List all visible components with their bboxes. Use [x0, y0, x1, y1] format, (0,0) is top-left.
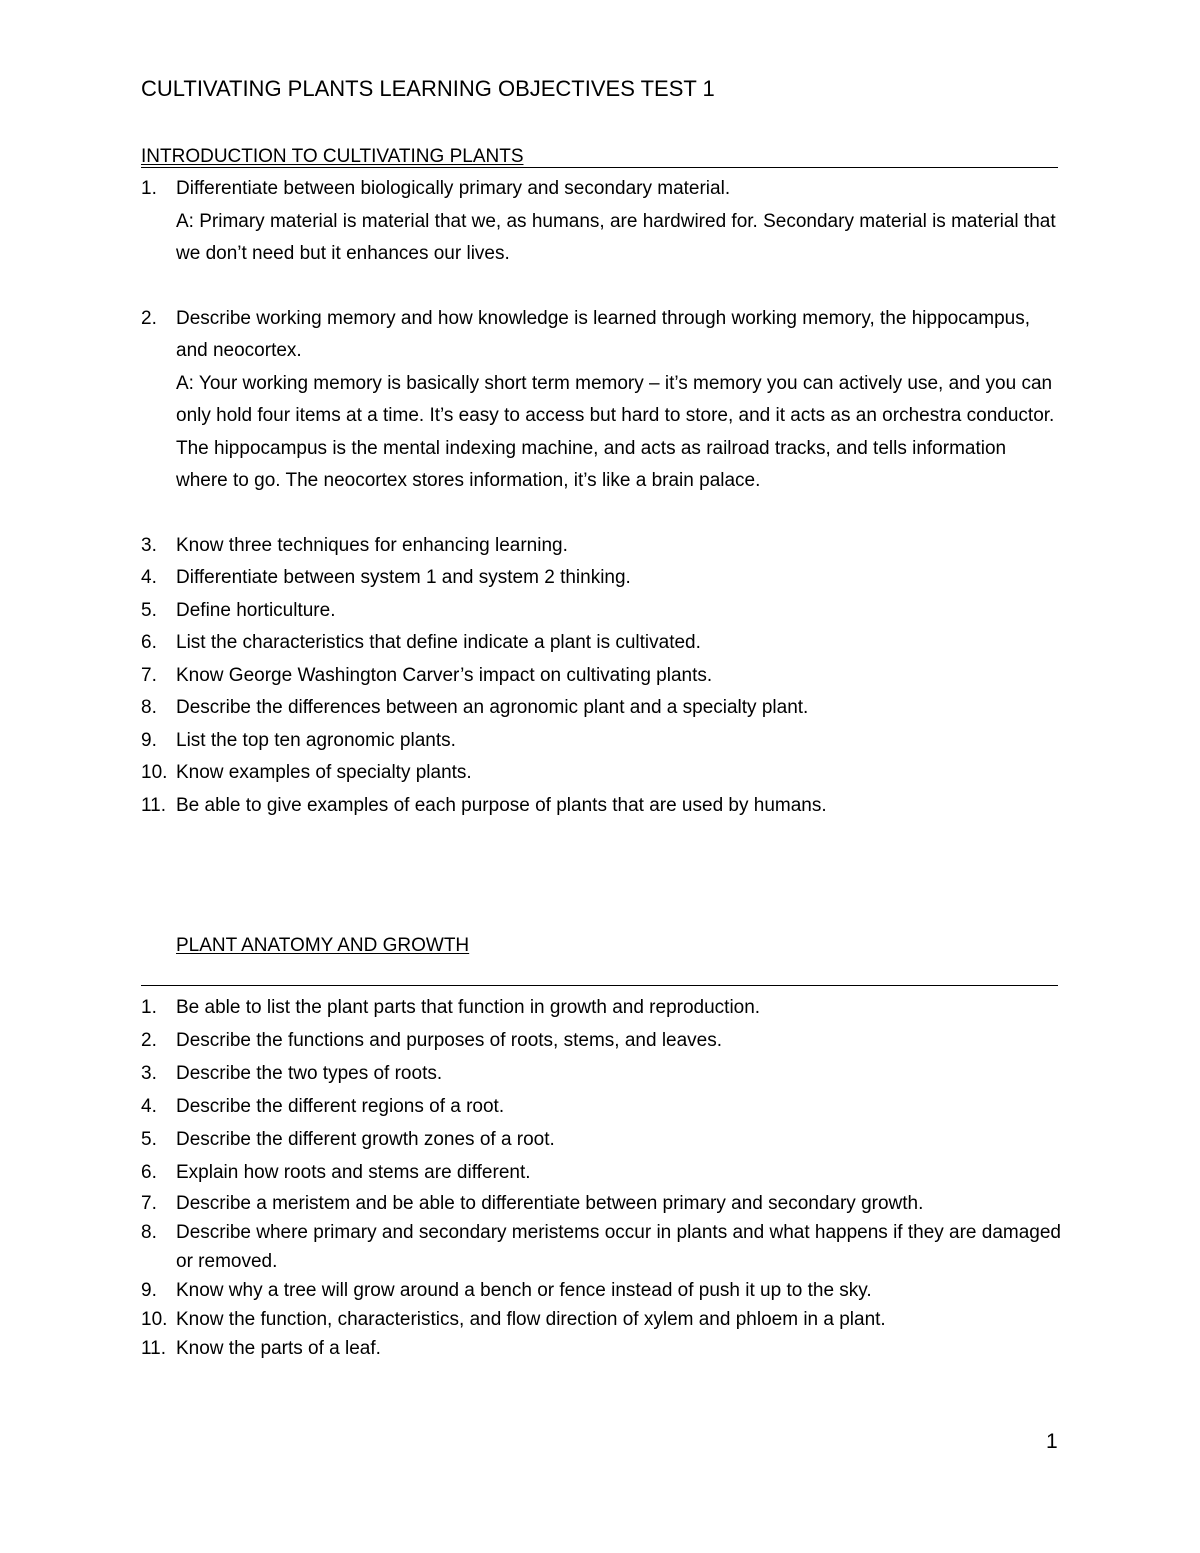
item-number: 1.	[141, 178, 157, 199]
item-number: 4.	[141, 1096, 157, 1117]
item-text: Differentiate between system 1 and system 2 thinking.	[176, 567, 631, 588]
list-item	[141, 725, 1061, 758]
item-text: Be able to give examples of each purpose of plants that are used by humans.	[176, 794, 827, 816]
item-text: Describe the two types of roots.	[176, 1063, 443, 1084]
item-number: 11.	[141, 1338, 167, 1359]
page-number: 1	[1046, 1430, 1058, 1453]
objectives-list-anatomy	[141, 991, 1061, 1363]
list-item	[141, 660, 1061, 693]
item-text: Know the function, characteristics, and flow direction of xylem and phloem in a plant.	[176, 1309, 886, 1330]
item-text: Describe working memory and how knowledge is learned through working memory, the hippocampus, and neocortex.	[176, 307, 1031, 361]
item-number: 9.	[141, 729, 157, 751]
item-answer: A: Primary material is material that we, as humans, are hardwired for. Secondary material is material that we don’t need but it enhances our lives.	[176, 210, 1056, 264]
objectives-list-introduction	[141, 173, 1061, 822]
list-item	[141, 991, 1061, 1024]
item-number: 6.	[141, 632, 157, 653]
list-item	[141, 303, 1061, 498]
item-number: 1.	[141, 997, 157, 1018]
item-text: Describe the different growth zones of a root.	[176, 1129, 555, 1150]
item-number: 3.	[141, 534, 157, 556]
list-item	[141, 1305, 1061, 1334]
section-heading-anatomy: PLANT ANATOMY AND GROWTH	[176, 935, 470, 956]
item-number: 10.	[141, 762, 168, 783]
section-rule	[141, 167, 1058, 168]
item-text: Describe the functions and purposes of roots, stems, and leaves.	[176, 1030, 723, 1051]
item-number: 11.	[141, 794, 167, 816]
list-item	[141, 1218, 1061, 1276]
item-text: Define horticulture.	[176, 599, 336, 621]
list-item	[141, 692, 1061, 725]
item-text: Know the parts of a leaf.	[176, 1338, 381, 1359]
item-number: 2.	[141, 307, 157, 329]
document-title: CULTIVATING PLANTS LEARNING OBJECTIVES TEST 1	[141, 76, 715, 101]
item-number: 8.	[141, 697, 157, 718]
list-item	[141, 757, 1061, 790]
item-text: Describe a meristem and be able to differentiate between primary and secondary growth.	[176, 1193, 924, 1214]
section-heading-introduction: INTRODUCTION TO CULTIVATING PLANTS	[141, 146, 524, 167]
item-text: Know examples of specialty plants.	[176, 762, 472, 783]
list-item	[141, 562, 1061, 595]
list-item	[141, 790, 1061, 823]
item-text: Know why a tree will grow around a bench or fence instead of push it up to the sky.	[176, 1280, 872, 1301]
list-item	[141, 1090, 1061, 1123]
item-answer: A: Your working memory is basically short term memory – it’s memory you can actively use, and you can only hold four items at a time. It’s easy to access but hard to store, and it acts as an orchestra conductor. The hippocampus is the mental indexing machine, and acts as railroad tracks, and tells information where to go. The neocortex stores information, it’s like a brain palace.	[176, 372, 1055, 491]
item-number: 10.	[141, 1309, 168, 1330]
list-item	[141, 1024, 1061, 1057]
item-number: 6.	[141, 1162, 157, 1183]
item-text: Explain how roots and stems are different.	[176, 1162, 531, 1183]
list-item	[141, 1057, 1061, 1090]
item-number: 5.	[141, 1129, 157, 1150]
item-text: Know George Washington Carver’s impact on cultivating plants.	[176, 664, 713, 686]
list-item	[141, 595, 1061, 628]
list-item	[141, 627, 1061, 660]
list-item	[141, 1189, 1061, 1218]
item-number: 3.	[141, 1063, 157, 1084]
list-item	[141, 1156, 1061, 1189]
item-text: List the top ten agronomic plants.	[176, 729, 456, 751]
list-item	[141, 173, 1061, 271]
item-text: Describe where primary and secondary meristems occur in plants and what happens if they are damaged or removed.	[176, 1222, 1062, 1272]
item-number: 8.	[141, 1222, 157, 1243]
list-item	[141, 530, 1061, 563]
item-number: 5.	[141, 599, 157, 621]
item-number: 4.	[141, 567, 157, 588]
item-text: List the characteristics that define indicate a plant is cultivated.	[176, 632, 701, 653]
item-number: 7.	[141, 664, 157, 686]
item-text: Describe the different regions of a root.	[176, 1096, 505, 1117]
item-number: 7.	[141, 1193, 157, 1214]
item-number: 2.	[141, 1030, 157, 1051]
section-rule	[141, 985, 1058, 986]
item-text: Know three techniques for enhancing learning.	[176, 534, 568, 556]
item-text: Differentiate between biologically primary and secondary material.	[176, 178, 731, 199]
item-text: Be able to list the plant parts that function in growth and reproduction.	[176, 997, 761, 1018]
item-text: Describe the differences between an agronomic plant and a specialty plant.	[176, 697, 809, 718]
list-item	[141, 1334, 1061, 1363]
list-item	[141, 1123, 1061, 1156]
item-number: 9.	[141, 1280, 157, 1301]
list-item	[141, 1276, 1061, 1305]
